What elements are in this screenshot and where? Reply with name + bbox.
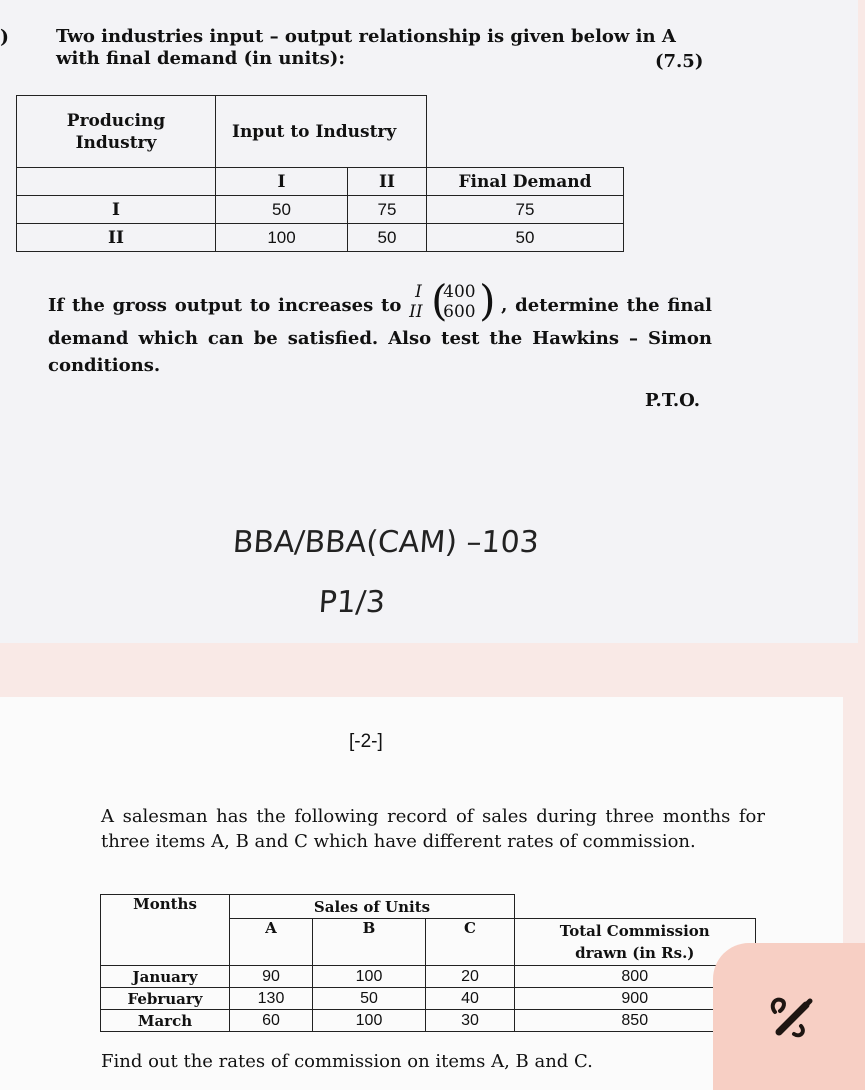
table-cell: 90 bbox=[230, 966, 313, 988]
table-row bbox=[17, 224, 624, 252]
question-marks: (7.5) bbox=[655, 51, 704, 72]
header-sales-of-units: Sales of Units bbox=[230, 895, 515, 919]
table-cell: 130 bbox=[230, 988, 313, 1010]
item-header-a: A bbox=[230, 919, 313, 966]
input-output-table bbox=[16, 95, 624, 252]
table-cell: 50 bbox=[348, 224, 427, 252]
table-cell: 100 bbox=[313, 1010, 426, 1032]
sub-header-i: I bbox=[216, 168, 348, 196]
table-cell: 60 bbox=[230, 1010, 313, 1032]
table-row bbox=[101, 966, 756, 988]
table-row bbox=[17, 196, 624, 224]
handwriting-course-code: BBA/BBA(CAM) –103 bbox=[231, 525, 540, 560]
table-cell: 100 bbox=[216, 224, 348, 252]
table-cell: 850 bbox=[515, 1010, 756, 1032]
row-label: I bbox=[17, 196, 216, 224]
month-label: January bbox=[101, 966, 230, 988]
question-text: A salesman has the following record of sales during three months for three items A, B and C which have different rates of commission. bbox=[101, 806, 765, 852]
item-header-c: C bbox=[426, 919, 515, 966]
question-number: ) bbox=[0, 26, 9, 48]
handwriting-page-mark: P1/3 bbox=[317, 585, 387, 620]
item-header-b: B bbox=[313, 919, 426, 966]
table-cell: 50 bbox=[216, 196, 348, 224]
pto-label: P.T.O. bbox=[645, 390, 701, 411]
table-cell: 50 bbox=[313, 988, 426, 1010]
table-cell: 100 bbox=[313, 966, 426, 988]
month-label: February bbox=[101, 988, 230, 1010]
question-text: If the gross output to increases to I II ( 400 600 ) , determine the final demand which can be satisfied. Also test the Hawkins – Simon conditions. bbox=[48, 276, 712, 376]
handwritten-note bbox=[231, 512, 540, 636]
sub-header-ii: II bbox=[348, 168, 427, 196]
header-months: Months bbox=[101, 895, 230, 966]
edit-button[interactable] bbox=[713, 943, 865, 1090]
header-total-commission: Total Commission drawn (in Rs.) bbox=[515, 919, 756, 966]
table-cell: 50 bbox=[427, 224, 624, 252]
pen-icon bbox=[766, 992, 816, 1040]
question-find: Find out the rates of commission on items A, B and C. bbox=[101, 1051, 593, 1072]
table-cell: 30 bbox=[426, 1010, 515, 1032]
table-cell: 900 bbox=[515, 988, 756, 1010]
table-cell: 75 bbox=[348, 196, 427, 224]
table-cell: 75 bbox=[427, 196, 624, 224]
table-cell: 40 bbox=[426, 988, 515, 1010]
header-input-to-industry: Input to Industry bbox=[216, 96, 427, 168]
table-row bbox=[101, 1010, 756, 1032]
question-intro: Two industries input – output relationship is given below in A with final demand (in units): bbox=[56, 26, 676, 69]
row-label: II bbox=[17, 224, 216, 252]
table-cell: 800 bbox=[515, 966, 756, 988]
gross-output-vector: I II ( 400 600 ) bbox=[409, 276, 496, 325]
header-producing-industry: Producing Industry bbox=[17, 96, 216, 168]
table-row bbox=[101, 988, 756, 1010]
sales-table bbox=[100, 894, 756, 1032]
month-label: March bbox=[101, 1010, 230, 1032]
page-number: [-2-] bbox=[349, 731, 383, 752]
table-cell: 20 bbox=[426, 966, 515, 988]
sub-header-final-demand: Final Demand bbox=[427, 168, 624, 196]
